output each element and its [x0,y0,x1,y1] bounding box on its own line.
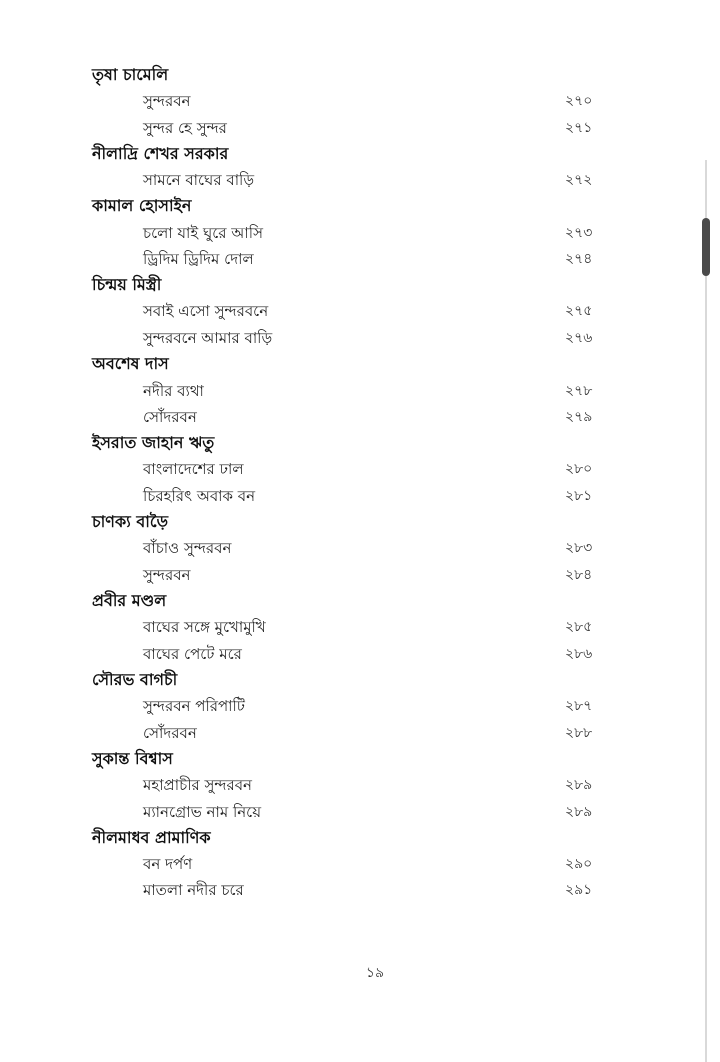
page-number: ২৭৫ [565,303,593,319]
author-heading: সৌরভ বাগচী [92,670,178,689]
page-number: ২৭০ [565,93,593,109]
author-heading: কামাল হোসাইন [92,196,192,215]
poem-title: চলো যাই ঘুরে আসি [143,224,263,242]
author-heading: সুকান্ত বিশ্বাস [92,749,173,768]
author-heading: চিন্ময় মিস্ত্রী [92,275,162,294]
page-number: ২৮১ [565,488,593,504]
poem-title: বাংলাদেশের ঢাল [143,460,244,478]
poem-title: সুন্দরবন [143,566,191,584]
poem-title: ড্রিদিম ড্রিদিম দোল [143,250,254,268]
page-number: ২৮৬ [565,646,593,662]
page-number: ২৯১ [565,882,593,898]
toc-entry [0,169,720,191]
toc-entry [0,485,720,507]
poem-title: সবাই এসো সুন্দরবনে [143,302,269,320]
page-number: ২৮০ [565,461,593,477]
author-heading: নীলমাধব প্রামাণিক [92,828,211,847]
page-number: ২৭৩ [565,225,593,241]
poem-title: নদীর ব্যথা [143,382,204,400]
scrollbar-track[interactable] [705,160,707,1062]
page-number: ২৮৯ [565,777,593,793]
poem-title: মহাপ্রাচীর সুন্দরবন [143,776,253,794]
toc-entry [0,327,720,349]
page-number: ২৭৬ [565,330,593,346]
page-number: ২৭১ [565,120,593,136]
poem-title: সুন্দরবন পরিপাটি [143,697,245,715]
author-heading: প্রবীর মণ্ডল [92,591,167,610]
toc-entry [0,458,720,480]
poem-title: সুন্দর হে সুন্দর [143,119,227,137]
author-heading: নীলাদ্রি শেখর সরকার [92,144,229,163]
poem-title: বাঘের পেটে মরে [143,645,242,663]
poem-title: মাতলা নদীর চরে [143,881,244,899]
poem-title: সোঁদরবন [143,724,197,742]
toc-entry [0,564,720,586]
toc-entry [0,222,720,244]
toc-entry [0,879,720,901]
author-heading: ইসরাত জাহান ঋতু [92,433,215,452]
toc-entry [0,853,720,875]
poem-title: সোঁদরবন [143,408,197,426]
toc-entry [0,537,720,559]
author-heading: অবশেষ দাস [92,354,169,373]
toc-entry [0,801,720,823]
author-heading: তৃষা চামেলি [92,65,169,84]
poem-title: সুন্দরবনে আমার বাড়ি [143,329,273,347]
page-number: ২৭৮ [565,383,593,399]
toc-entry [0,90,720,112]
poem-title: সুন্দরবন [143,92,191,110]
poem-title: সামনে বাঘের বাড়ি [143,171,255,189]
page-number: ২৮৩ [565,540,593,556]
author-heading: চাণক্য বাড়ৈ [92,512,169,531]
toc-entry [0,722,720,744]
toc-entry [0,300,720,322]
poem-title: চিরহরিৎ অবাক বন [143,487,256,505]
page-number: ২৮৯ [565,804,593,820]
toc-entry [0,117,720,139]
toc-entry [0,695,720,717]
page-number: ২৭২ [565,172,593,188]
toc-entry [0,643,720,665]
scrollbar-thumb[interactable] [702,218,710,276]
page-number: ২৮৪ [565,567,593,583]
toc-entry [0,616,720,638]
page-folio-number: ১৯ [365,965,385,981]
toc-entry [0,774,720,796]
page-number: ২৮৫ [565,619,593,635]
toc-entry [0,406,720,428]
page-number: ২৯০ [565,856,593,872]
page-number: ২৮৭ [565,698,593,714]
toc-entry [0,248,720,270]
poem-title: বাঘের সঙ্গে মুখোমুখি [143,618,266,636]
poem-title: ম্যানগ্রোভ নাম নিয়ে [143,803,262,821]
toc-entry [0,380,720,402]
page-number: ২৮৮ [565,725,593,741]
page-number: ২৭৯ [565,409,593,425]
poem-title: বন দর্পণ [143,855,193,873]
poem-title: বাঁচাও সুন্দরবন [143,539,232,557]
page-number: ২৭৪ [565,251,593,267]
